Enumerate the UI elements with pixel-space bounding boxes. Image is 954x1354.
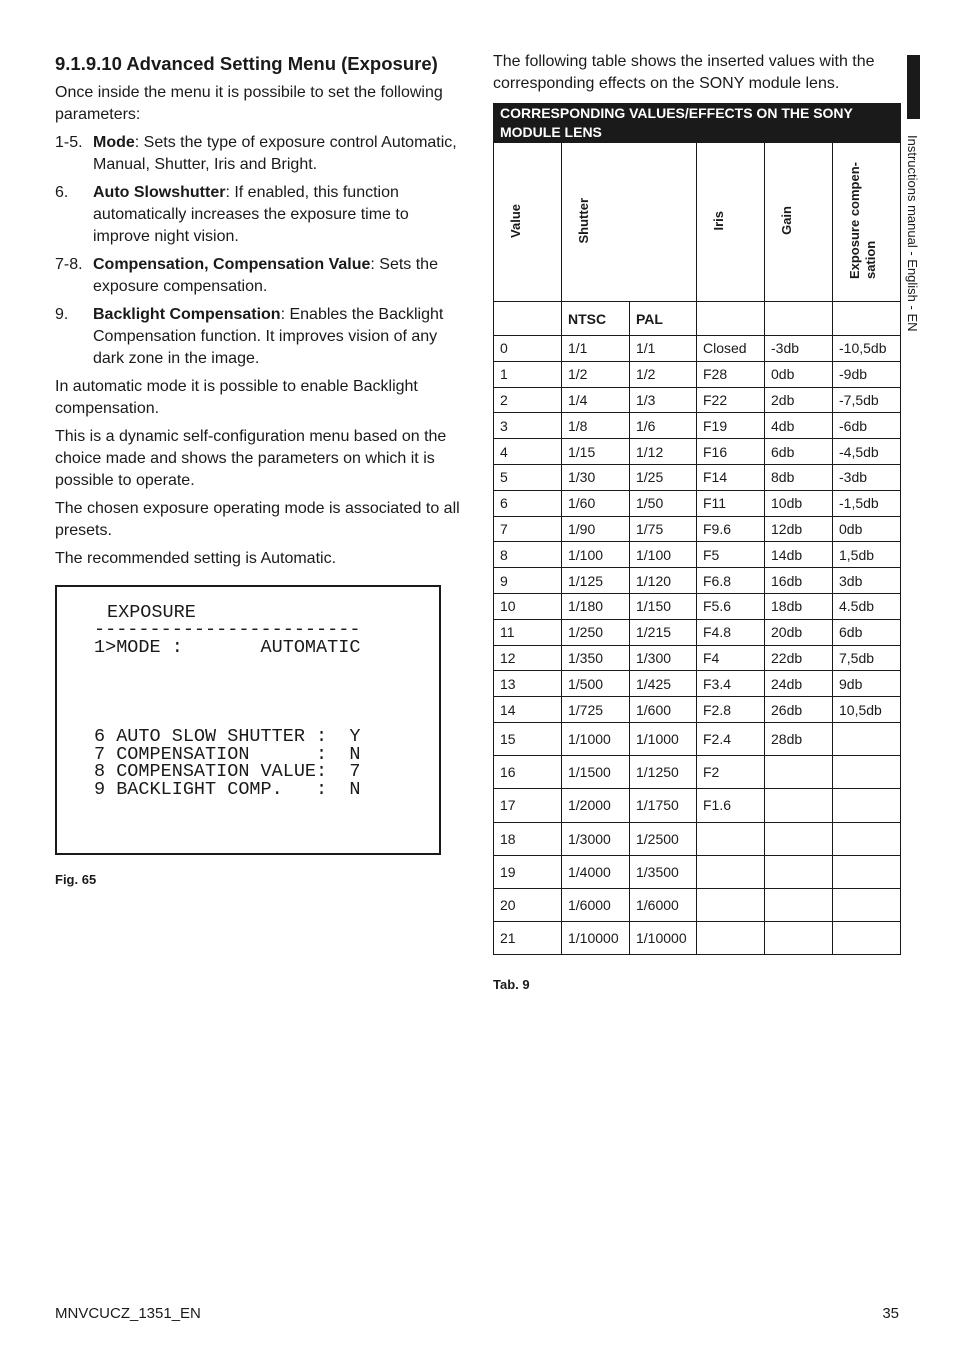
table-cell: 1/100	[630, 542, 697, 568]
table-cell: 1/10000	[562, 922, 630, 955]
table-cell	[765, 789, 833, 822]
table-cell: 1,5db	[833, 542, 901, 568]
header-exposure-text: Exposure compen- sation	[847, 161, 878, 280]
table-cell: 1/1	[630, 336, 697, 362]
osd-mode-line: 1>MODE : AUTOMATIC	[94, 637, 361, 658]
table-row	[494, 855, 901, 888]
osd-line: 9 BACKLIGHT COMP. : N	[94, 779, 361, 800]
table-cell: 4.5db	[833, 593, 901, 619]
table-cell: F22	[697, 387, 765, 413]
table-cell: 1/75	[630, 516, 697, 542]
table-cell: F5.6	[697, 593, 765, 619]
osd-separator: ------------------------	[94, 619, 361, 640]
table-cell: 7,5db	[833, 645, 901, 671]
table-cell: F16	[697, 439, 765, 465]
table-cell: -1,5db	[833, 490, 901, 516]
footer-doc-code: MNVCUCZ_1351_EN	[55, 1305, 201, 1322]
paragraph: The chosen exposure operating mode is associated to all presets.	[55, 500, 460, 539]
table-cell: 2db	[765, 387, 833, 413]
subheader-empty	[494, 302, 562, 336]
table-cell: 7	[494, 516, 562, 542]
table-row	[494, 756, 901, 789]
table-cell: 1/300	[630, 645, 697, 671]
item-number: 9.	[55, 306, 69, 323]
table-cell: 16db	[765, 568, 833, 594]
subheader-pal: PAL	[630, 302, 697, 336]
column-header-iris	[697, 143, 765, 302]
table-cell: 1/8	[562, 413, 630, 439]
item-description: : Enables the Backlight Compensation function. It improves vision of any dark zone in the image.	[93, 306, 444, 367]
table-cell: 1/6000	[562, 888, 630, 921]
table-cell	[833, 756, 901, 789]
item-body	[93, 304, 467, 370]
column-header-shutter	[562, 143, 697, 302]
column-header-gain	[765, 143, 833, 302]
table-cell: 19	[494, 855, 562, 888]
parameter-list	[55, 132, 467, 370]
table-cell	[697, 922, 765, 955]
table-cell: 28db	[765, 722, 833, 755]
table-cell: 1/1	[562, 336, 630, 362]
table-cell: 1/1250	[630, 756, 697, 789]
item-description: : If enabled, this function automatically increases the exposure time to improve night vision.	[93, 184, 409, 245]
item-body	[93, 254, 467, 298]
side-tab-marker	[907, 55, 920, 119]
table-cell: 1/150	[630, 593, 697, 619]
subheader-empty	[765, 302, 833, 336]
table-cell: 1/425	[630, 671, 697, 697]
table-cell: F14	[697, 464, 765, 490]
table-cell	[765, 922, 833, 955]
table-cell: 26db	[765, 697, 833, 723]
table-cell: 1/500	[562, 671, 630, 697]
table-cell: 10,5db	[833, 697, 901, 723]
table-caption: Tab. 9	[493, 977, 530, 992]
table-cell	[833, 722, 901, 755]
table-cell: 6	[494, 490, 562, 516]
table-cell: 20db	[765, 619, 833, 645]
table-row	[494, 789, 901, 822]
table-cell	[833, 822, 901, 855]
table-cell: 1/1750	[630, 789, 697, 822]
table-cell: 0db	[833, 516, 901, 542]
table-cell: F6.8	[697, 568, 765, 594]
table-cell	[697, 822, 765, 855]
table-row	[494, 888, 901, 921]
table-cell	[765, 888, 833, 921]
table-cell: F4	[697, 645, 765, 671]
table-title: CORRESPONDING VALUES/EFFECTS ON THE SONY MODULE LENS	[494, 104, 901, 143]
table-cell: 0	[494, 336, 562, 362]
paragraph-group	[55, 376, 467, 570]
column-header-exposure	[833, 143, 901, 302]
item-number: 7-8.	[55, 256, 83, 273]
table-row	[494, 413, 901, 439]
parameter-item	[55, 304, 467, 370]
item-term: Backlight Compensation	[93, 306, 281, 323]
table-cell: 20	[494, 888, 562, 921]
table-cell: 1/3000	[562, 822, 630, 855]
table-cell: 15	[494, 722, 562, 755]
table-cell: 1/50	[630, 490, 697, 516]
table-row	[494, 722, 901, 755]
table-cell: 1/2	[562, 361, 630, 387]
table-cell: -3db	[765, 336, 833, 362]
osd-line: 7 COMPENSATION : N	[94, 744, 361, 765]
table-cell: 1/600	[630, 697, 697, 723]
table-cell: 22db	[765, 645, 833, 671]
table-cell: 4	[494, 439, 562, 465]
item-description: : Sets the type of exposure control Automatic, Manual, Shutter, Iris and Bright.	[93, 134, 457, 173]
table-cell: 3	[494, 413, 562, 439]
section-title: 9.1.9.10 Advanced Setting Menu (Exposure)	[55, 53, 438, 74]
table-cell: 18db	[765, 593, 833, 619]
table-row	[494, 593, 901, 619]
table-cell: 1	[494, 361, 562, 387]
paragraph: The recommended setting is Automatic.	[55, 550, 337, 567]
table-cell: 9	[494, 568, 562, 594]
table-cell: 1/30	[562, 464, 630, 490]
exposure-values-table	[493, 103, 901, 955]
header-value-text: Value	[508, 203, 523, 238]
table-cell	[833, 922, 901, 955]
table-cell: 3db	[833, 568, 901, 594]
table-cell: -6db	[833, 413, 901, 439]
table-cell: 4db	[765, 413, 833, 439]
table-cell	[697, 888, 765, 921]
item-body	[93, 132, 467, 176]
table-cell: 1/1000	[562, 722, 630, 755]
table-cell: 24db	[765, 671, 833, 697]
table-cell: 1/1000	[630, 722, 697, 755]
table-cell: 1/4	[562, 387, 630, 413]
table-cell: 17	[494, 789, 562, 822]
table-cell: 6db	[765, 439, 833, 465]
table-cell: F2	[697, 756, 765, 789]
item-number: 1-5.	[55, 134, 83, 151]
table-cell: 1/1500	[562, 756, 630, 789]
parameter-item	[55, 254, 467, 298]
table-row	[494, 568, 901, 594]
table-cell: 1/350	[562, 645, 630, 671]
table-cell: 2	[494, 387, 562, 413]
table-row	[494, 645, 901, 671]
table-cell: -10,5db	[833, 336, 901, 362]
table-cell: F4.8	[697, 619, 765, 645]
table-cell: 1/90	[562, 516, 630, 542]
table-cell: 1/10000	[630, 922, 697, 955]
table-cell: 1/3	[630, 387, 697, 413]
table-cell: 1/100	[562, 542, 630, 568]
footer-page-number: 35	[882, 1305, 899, 1322]
table-row	[494, 490, 901, 516]
item-term: Auto Slowshutter	[93, 184, 226, 201]
table-cell: F3.4	[697, 671, 765, 697]
table-cell: F9.6	[697, 516, 765, 542]
table-cell: 8db	[765, 464, 833, 490]
table-cell: F2.4	[697, 722, 765, 755]
item-description: : Sets the exposure compensation.	[93, 256, 438, 295]
table-cell: -4,5db	[833, 439, 901, 465]
table-cell	[833, 789, 901, 822]
table-cell: F2.8	[697, 697, 765, 723]
header-gain-text: Gain	[779, 206, 794, 235]
subheader-ntsc: NTSC	[562, 302, 630, 336]
table-cell	[765, 855, 833, 888]
table-cell: 10db	[765, 490, 833, 516]
table-cell: 16	[494, 756, 562, 789]
table-cell: 1/2500	[630, 822, 697, 855]
subheader-empty	[697, 302, 765, 336]
table-cell: 1/250	[562, 619, 630, 645]
osd-line: 6 AUTO SLOW SHUTTER : Y	[94, 726, 361, 747]
table-row	[494, 439, 901, 465]
table-cell: F11	[697, 490, 765, 516]
table-cell: 21	[494, 922, 562, 955]
table-cell: 1/180	[562, 593, 630, 619]
osd-line: 8 COMPENSATION VALUE: 7	[94, 761, 361, 782]
table-row	[494, 464, 901, 490]
table-cell: 14	[494, 697, 562, 723]
table-cell: 12db	[765, 516, 833, 542]
header-iris-text: Iris	[711, 210, 726, 231]
table-cell: 10	[494, 593, 562, 619]
table-cell: F28	[697, 361, 765, 387]
table-cell: 5	[494, 464, 562, 490]
osd-title: EXPOSURE	[107, 602, 196, 623]
table-cell: -7,5db	[833, 387, 901, 413]
table-row	[494, 822, 901, 855]
figure-caption: Fig. 65	[55, 872, 97, 887]
table-cell: 1/25	[630, 464, 697, 490]
table-cell: F1.6	[697, 789, 765, 822]
table-cell: 1/2000	[562, 789, 630, 822]
table-cell: 8	[494, 542, 562, 568]
paragraph: This is a dynamic self-configuration menu based on the choice made and shows the parameters on which it is possible to operate.	[55, 428, 447, 489]
table-cell: -3db	[833, 464, 901, 490]
table-cell: Closed	[697, 336, 765, 362]
table-cell: F5	[697, 542, 765, 568]
table-row	[494, 542, 901, 568]
left-column	[55, 52, 467, 576]
item-number: 6.	[55, 184, 69, 201]
table-cell: 12	[494, 645, 562, 671]
table-row	[494, 619, 901, 645]
table-cell: 1/120	[630, 568, 697, 594]
table-cell	[765, 822, 833, 855]
table-row	[494, 361, 901, 387]
table-cell	[765, 756, 833, 789]
osd-menu-figure	[55, 585, 441, 855]
item-body	[93, 182, 467, 248]
table-cell: 1/15	[562, 439, 630, 465]
parameter-item	[55, 182, 467, 248]
paragraph: In automatic mode it is possible to enable Backlight compensation.	[55, 378, 418, 417]
table-cell: 1/4000	[562, 855, 630, 888]
table-cell	[697, 855, 765, 888]
header-shutter-text: Shutter	[576, 197, 591, 244]
table-body	[494, 336, 901, 955]
table-cell: 11	[494, 619, 562, 645]
table-cell: 1/6	[630, 413, 697, 439]
table-cell: 1/2	[630, 361, 697, 387]
parameter-item	[55, 132, 467, 176]
table-cell: F19	[697, 413, 765, 439]
table-cell: 1/60	[562, 490, 630, 516]
table-cell: 6db	[833, 619, 901, 645]
table-cell: 1/725	[562, 697, 630, 723]
table-intro: The following table shows the inserted values with the corresponding effects on the SONY module lens.	[493, 53, 875, 92]
table-cell: 1/3500	[630, 855, 697, 888]
table-cell: 9db	[833, 671, 901, 697]
table-cell: 0db	[765, 361, 833, 387]
table-cell: 1/12	[630, 439, 697, 465]
table-row	[494, 671, 901, 697]
table-cell: 13	[494, 671, 562, 697]
item-term: Compensation, Compensation Value	[93, 256, 371, 273]
table-cell: 1/125	[562, 568, 630, 594]
column-header-value	[494, 143, 562, 302]
table-row	[494, 336, 901, 362]
table-cell	[833, 855, 901, 888]
table-cell: -9db	[833, 361, 901, 387]
table-row	[494, 387, 901, 413]
table-cell: 1/6000	[630, 888, 697, 921]
side-label: Instructions manual - English - EN	[905, 135, 920, 332]
table-cell	[833, 888, 901, 921]
item-term: Mode	[93, 134, 135, 151]
section-intro: Once inside the menu it is possibile to set the following parameters:	[55, 84, 443, 123]
table-cell: 18	[494, 822, 562, 855]
table-row	[494, 922, 901, 955]
table-row	[494, 697, 901, 723]
table-row	[494, 516, 901, 542]
subheader-empty	[833, 302, 901, 336]
table-cell: 1/215	[630, 619, 697, 645]
table-cell: 14db	[765, 542, 833, 568]
